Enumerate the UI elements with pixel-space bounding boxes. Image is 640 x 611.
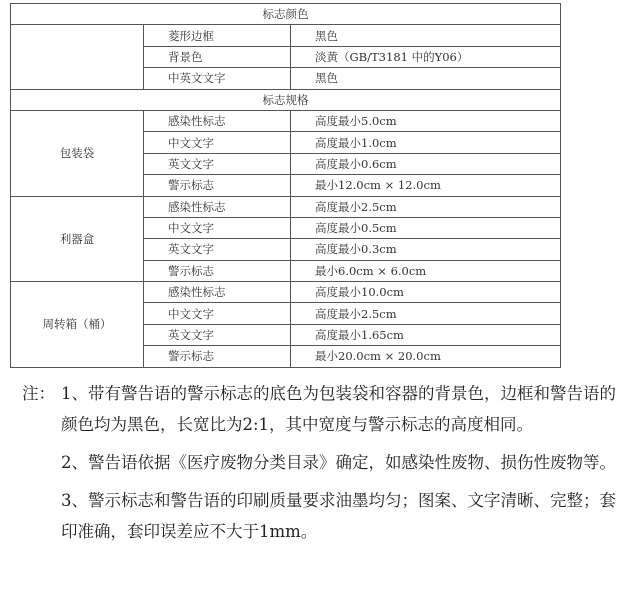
group-label: 周转箱（桶）: [11, 282, 144, 368]
value-cell: 黑色: [291, 25, 561, 46]
value-cell: 高度最小0.5cm: [291, 217, 561, 238]
note-number: 1、: [61, 384, 88, 403]
note-item: [22, 447, 632, 478]
section-header-row: [11, 89, 561, 110]
item-cell: 中文文字: [144, 132, 291, 153]
item-cell: 中文文字: [144, 217, 291, 238]
item-cell: 感染性标志: [144, 282, 291, 303]
item-cell: 警示标志: [144, 346, 291, 367]
note-number: 3、: [61, 491, 88, 510]
note-text: 警示标志和警告语的印刷质量要求油墨均匀；图案、文字清晰、完整；套印准确，套印误差应不大于1mm。: [61, 491, 616, 541]
note-text: 带有警告语的警示标志的底色为包装袋和容器的背景色，边框和警告语的颜色均为黑色，长宽比为2:1，其中宽度与警示标志的高度相同。: [61, 384, 616, 434]
group-label: [11, 25, 144, 89]
label-spec-table: [10, 3, 561, 368]
item-cell: 警示标志: [144, 175, 291, 196]
section-header-row: [11, 4, 561, 25]
value-cell: 高度最小0.6cm: [291, 153, 561, 174]
value-cell: 最小12.0cm × 12.0cm: [291, 175, 561, 196]
table-row: [11, 110, 561, 131]
item-cell: 英文文字: [144, 324, 291, 345]
value-cell: 高度最小1.0cm: [291, 132, 561, 153]
item-cell: 感染性标志: [144, 110, 291, 131]
item-cell: 菱形边框: [144, 25, 291, 46]
section-title: 标志规格: [11, 89, 561, 110]
note-item: [22, 378, 632, 440]
note-text: 警告语依据《医疗废物分类目录》确定，如感染性废物、损伤性废物等。: [88, 453, 616, 472]
table-row: [11, 196, 561, 217]
value-cell: 高度最小1.65cm: [291, 324, 561, 345]
value-cell: 最小20.0cm × 20.0cm: [291, 346, 561, 367]
value-cell: 淡黄（GB/T3181 中的Y06）: [291, 46, 561, 67]
item-cell: 警示标志: [144, 260, 291, 281]
table-row: [11, 25, 561, 46]
value-cell: 最小6.0cm × 6.0cm: [291, 260, 561, 281]
label-spec-table-body: [11, 4, 561, 368]
value-cell: 高度最小5.0cm: [291, 110, 561, 131]
item-cell: 中英文文字: [144, 68, 291, 89]
group-label: 包装袋: [11, 110, 144, 196]
item-cell: 英文文字: [144, 239, 291, 260]
value-cell: 高度最小10.0cm: [291, 282, 561, 303]
group-label: 利器盒: [11, 196, 144, 282]
note-item: [22, 485, 632, 547]
item-cell: 英文文字: [144, 153, 291, 174]
value-cell: 高度最小2.5cm: [291, 196, 561, 217]
notes-section: [22, 378, 632, 554]
section-title: 标志颜色: [11, 4, 561, 25]
value-cell: 黑色: [291, 68, 561, 89]
table-row: [11, 282, 561, 303]
item-cell: 背景色: [144, 46, 291, 67]
item-cell: 感染性标志: [144, 196, 291, 217]
note-number: 2、: [61, 453, 88, 472]
notes-lead: 注：: [22, 384, 55, 403]
value-cell: 高度最小0.3cm: [291, 239, 561, 260]
value-cell: 高度最小2.5cm: [291, 303, 561, 324]
item-cell: 中文文字: [144, 303, 291, 324]
